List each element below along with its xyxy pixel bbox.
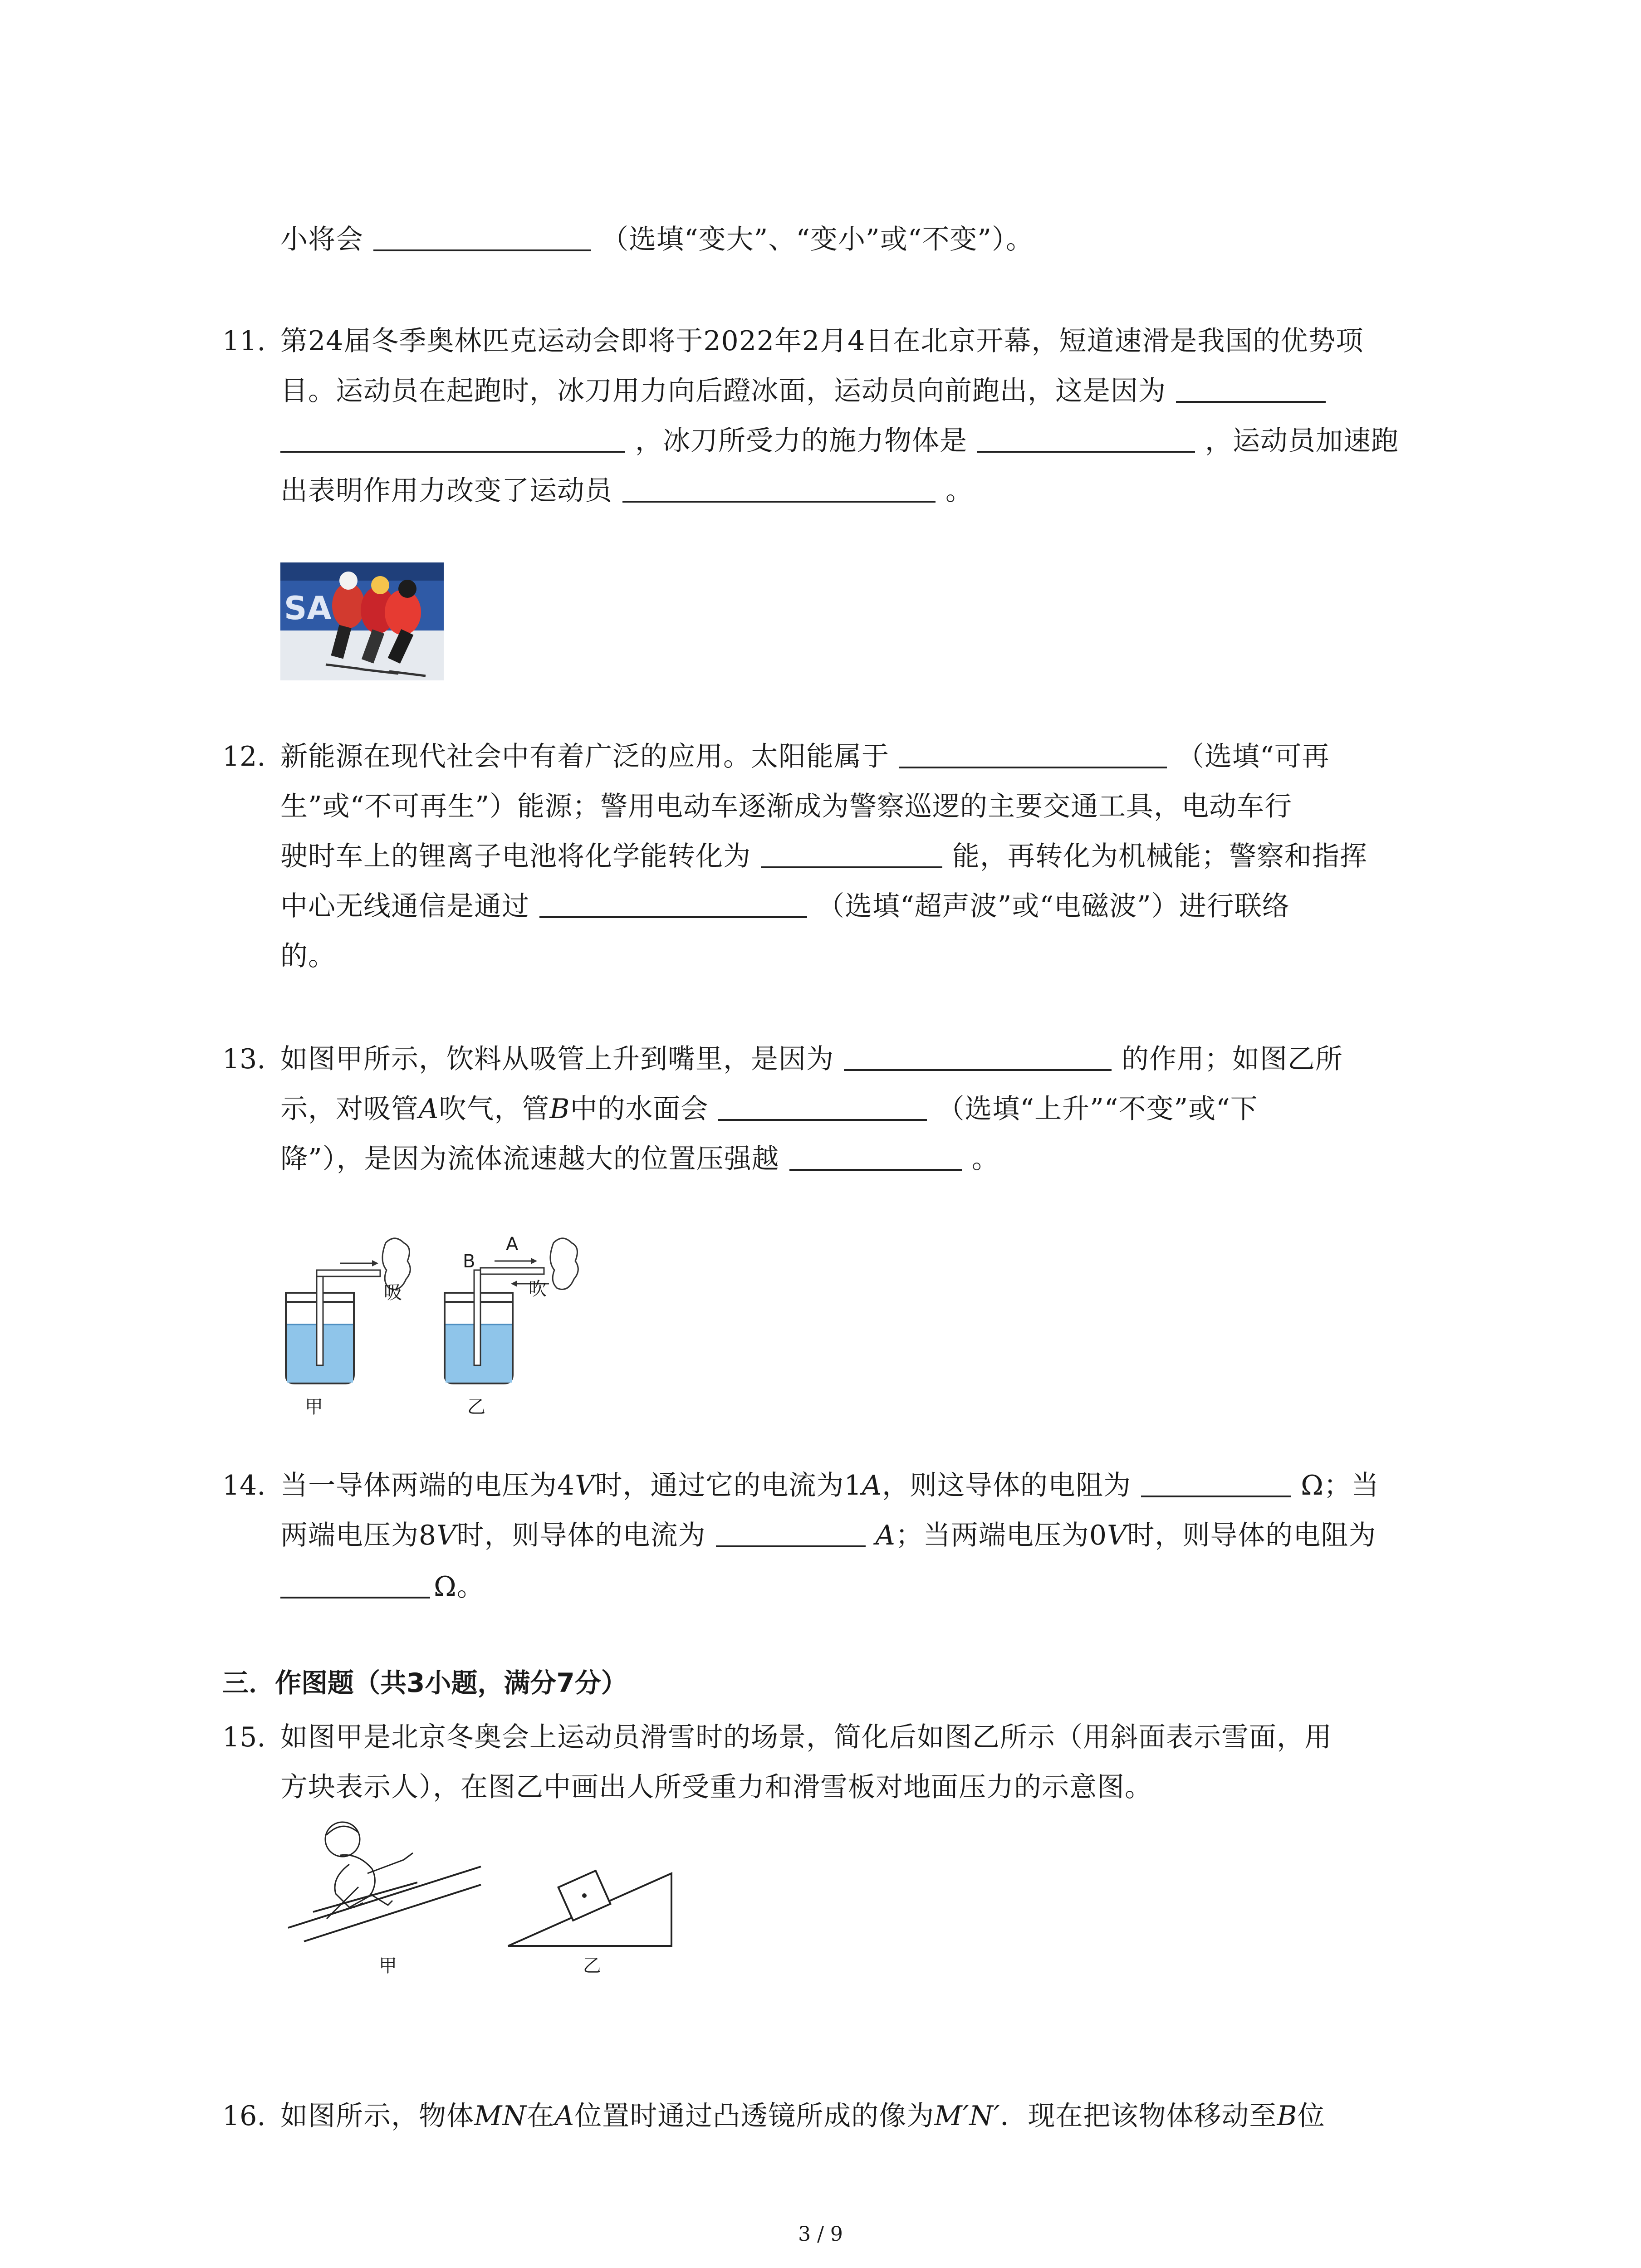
- q14-line-2: [280, 1517, 1376, 1554]
- q12-line-5: 的。: [280, 940, 336, 972]
- page-number: 3 / 9: [798, 2223, 843, 2246]
- q14-line-1-text-e: ，则这导体的电阻为: [882, 1470, 1132, 1501]
- q16-var-A: A: [554, 2100, 575, 2132]
- section-3-heading: 三．作图题（共3小题，满分7分）: [222, 1667, 627, 1698]
- q16-text-g: ．现在把该物体移动至: [1000, 2100, 1277, 2132]
- q14-line-2-text-c: 时，则导体的电流为: [456, 1520, 706, 1551]
- label-B: B: [463, 1251, 475, 1272]
- q11-line-4-text-b: 。: [945, 475, 973, 507]
- q13-line-3: [280, 1141, 999, 1177]
- q12-line-2: 生”或“不可再生”）能源；警用电动车逐渐成为警察巡逻的主要交通工具，电动车行: [280, 791, 1293, 822]
- q11-line-2: [280, 373, 1336, 409]
- q11-line-3-text-b: ，冰刀所受力的施力物体是: [635, 425, 967, 457]
- label-A: A: [506, 1234, 519, 1255]
- q10-tail-line: [280, 221, 1034, 258]
- svg-text:SA: SA: [284, 590, 332, 627]
- label-yi: 乙: [467, 1397, 485, 1418]
- q14-blank-3[interactable]: [280, 1569, 430, 1598]
- q12-line-1-text-b: （选填“可再: [1177, 741, 1330, 772]
- q15-line-1: 如图甲是北京冬奥会上运动员滑雪时的场景，简化后如图乙所示（用斜面表示雪面，用: [280, 1721, 1332, 1753]
- q14-line-1-text-c: 时，通过它的电流为1: [595, 1470, 862, 1501]
- q16-text-c: 在: [526, 2100, 554, 2132]
- q13-number: 13.: [222, 1043, 266, 1075]
- label-jia: 甲: [305, 1397, 323, 1418]
- q10-tail-text-a: 小将会: [280, 224, 363, 255]
- q12-line-4-text-b: （选填“超声波”或“电磁波”）进行联络: [817, 890, 1290, 922]
- q14-blank-2[interactable]: [716, 1517, 866, 1547]
- q12-line-1: [280, 738, 1330, 775]
- q13-blank-2[interactable]: [718, 1091, 927, 1121]
- q16-text-i: 位: [1297, 2100, 1325, 2132]
- label-xi: 吸: [384, 1282, 402, 1303]
- skiing-figure: [281, 1814, 681, 1987]
- q13-var-B: B: [549, 1093, 570, 1125]
- label-q15-jia: 甲: [379, 1955, 397, 1976]
- straw-beaker-figure: [281, 1225, 599, 1418]
- q14-unit-A-2: A: [875, 1520, 896, 1551]
- q12-blank-3[interactable]: [539, 888, 807, 918]
- q14-line-1-text-a: 当一导体两端的电压为4: [280, 1470, 575, 1501]
- q13-line-2-text-a: 示，对吸管: [280, 1093, 419, 1125]
- label-q15-yi: 乙: [583, 1955, 601, 1976]
- q11-blank-3[interactable]: [622, 473, 936, 503]
- q14-unit-V-2: V: [436, 1520, 457, 1551]
- q13-var-A: A: [419, 1093, 439, 1125]
- q14-line-2-text-a: 两端电压为8: [280, 1520, 437, 1551]
- q16-number: 16.: [222, 2100, 266, 2132]
- q16-var-MN-prime: M′N′: [934, 2100, 1000, 2132]
- q11-number: 11.: [222, 325, 266, 357]
- q14-line-3-text: Ω。: [434, 1571, 485, 1603]
- q14-line-1-text-f: Ω；当: [1301, 1470, 1379, 1501]
- q11-blank-1b[interactable]: [280, 423, 625, 453]
- q12-line-3: [280, 838, 1367, 875]
- q11-line-4: [280, 473, 973, 509]
- q12-line-3-text-b: 能，再转化为机械能；警察和指挥: [952, 841, 1367, 872]
- q16-line-1: [280, 2098, 1325, 2134]
- q11-line-4-text-a: 出表明作用力改变了运动员: [280, 475, 612, 507]
- q11-line-1: 第24届冬季奥林匹克运动会即将于2022年2月4日在北京开幕，短道速滑是我国的优势项: [280, 325, 1364, 357]
- q14-blank-1[interactable]: [1141, 1467, 1291, 1497]
- q16-text-e: 位置时通过凸透镜所成的像为: [574, 2100, 935, 2132]
- q13-line-2-text-c: 吹气，管: [439, 1093, 550, 1125]
- q13-line-1-text-a: 如图甲所示，饮料从吸管上升到嘴里，是因为: [280, 1043, 834, 1075]
- q12-line-1-text-a: 新能源在现代社会中有着广泛的应用。太阳能属于: [280, 741, 889, 772]
- q13-line-1: [280, 1041, 1343, 1077]
- label-chui: 吹: [529, 1279, 547, 1300]
- q13-line-2-text-e: 中的水面会: [570, 1093, 709, 1125]
- q12-line-3-text-a: 驶时车上的锂离子电池将化学能转化为: [280, 841, 751, 872]
- q15-number: 15.: [222, 1721, 266, 1753]
- q14-unit-V-3: V: [1107, 1520, 1127, 1551]
- q10-answer-blank[interactable]: [373, 221, 591, 251]
- q14-line-2-text-e: ；当两端电压为0: [895, 1520, 1107, 1551]
- q11-blank-2[interactable]: [977, 423, 1195, 453]
- q12-blank-2[interactable]: [761, 838, 942, 868]
- q14-number: 14.: [222, 1470, 266, 1501]
- q13-line-3-text-b: 。: [971, 1143, 999, 1175]
- q14-line-3: [280, 1569, 485, 1605]
- q13-blank-3[interactable]: [789, 1141, 962, 1171]
- q11-blank-1a[interactable]: [1176, 373, 1326, 403]
- q14-unit-V-1: V: [575, 1470, 595, 1501]
- q12-number: 12.: [222, 741, 266, 772]
- q11-line-3: [280, 423, 1399, 459]
- q14-line-2-text-g: 时，则导体的电阻为: [1127, 1520, 1376, 1551]
- speed-skating-photo: [280, 562, 444, 680]
- q10-tail-text-b: （选填“变大”、“变小”或“不变”）。: [601, 224, 1034, 255]
- q13-line-2-text-f: （选填“上升”“不变”或“下: [937, 1093, 1258, 1125]
- q16-var-B: B: [1277, 2100, 1298, 2132]
- q11-line-3-text-c: ，运动员加速跑: [1205, 425, 1399, 457]
- q13-line-3-text-a: 降”），是因为流体流速越大的位置压强越: [280, 1143, 779, 1175]
- q16-var-MN: MN: [474, 2100, 527, 2132]
- q12-blank-1[interactable]: [899, 738, 1167, 768]
- q13-line-2: [280, 1091, 1258, 1127]
- q14-line-1: [280, 1467, 1379, 1504]
- q13-blank-1[interactable]: [844, 1041, 1112, 1071]
- q16-text-a: 如图所示，物体: [280, 2100, 474, 2132]
- q12-line-4-text-a: 中心无线通信是通过: [280, 890, 529, 922]
- q14-unit-A-1: A: [862, 1470, 882, 1501]
- q12-line-4: [280, 888, 1290, 924]
- q15-line-2: 方块表示人），在图乙中画出人所受重力和滑雪板对地面压力的示意图。: [280, 1771, 1152, 1803]
- q11-line-2-text: 目。运动员在起跑时，冰刀用力向后蹬冰面，运动员向前跑出，这是因为: [280, 375, 1166, 407]
- q13-line-1-text-b: 的作用；如图乙所: [1122, 1043, 1343, 1075]
